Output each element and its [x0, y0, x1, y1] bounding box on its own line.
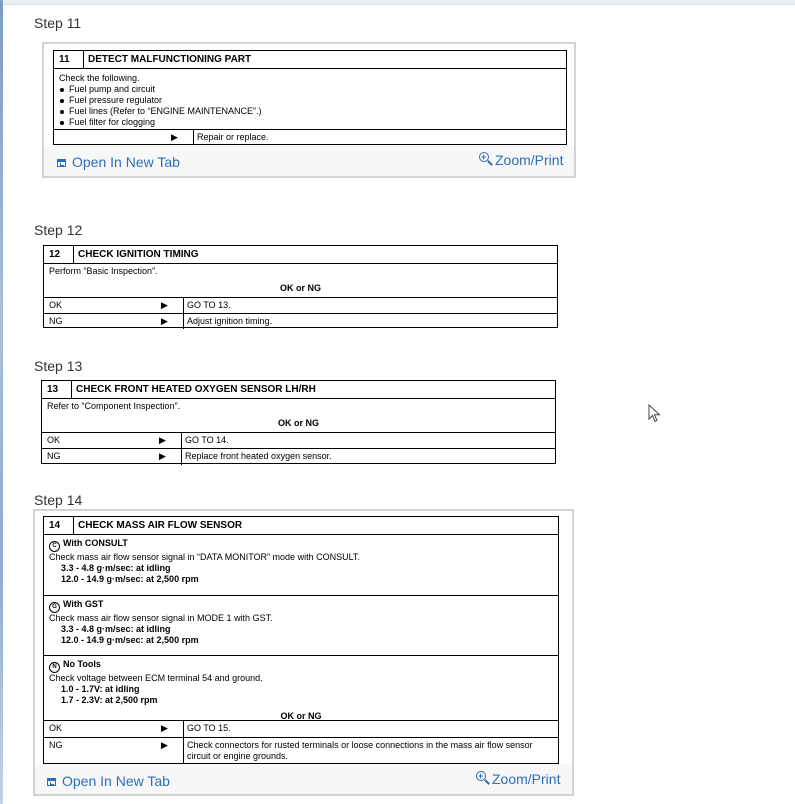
spec-line: 1.7 - 2.3V: at 2,500 rpm: [61, 695, 158, 705]
list-item: Fuel filter for clogging: [59, 117, 561, 128]
step-instructions: [44, 264, 557, 297]
consult-tool-icon: C: [49, 541, 60, 552]
gst-section: [44, 595, 558, 655]
step-11-label: Step 11: [34, 15, 82, 31]
step-title: CHECK IGNITION TIMING: [78, 249, 199, 260]
step-header: [54, 51, 566, 69]
ng-label: NG: [47, 451, 61, 461]
ok-or-ng-heading: OK or NG: [277, 418, 319, 428]
new-tab-icon: [57, 159, 66, 167]
arrow-right-icon: ▶: [161, 300, 168, 310]
list-item: Fuel lines (Refer to “ENGINE MAINTENANCE”.): [59, 106, 561, 117]
top-bar: [0, 0, 795, 5]
spec-line: 12.0 - 14.9 g·m/sec: at 2,500 rpm: [61, 574, 199, 584]
ng-label: NG: [49, 740, 63, 750]
open-new-tab-label: Open In New Tab: [72, 154, 180, 170]
gst-tool-icon: G: [49, 602, 60, 613]
step-title: CHECK FRONT HEATED OXYGEN SENSOR LH/RH: [76, 384, 316, 395]
ng-label: NG: [49, 316, 63, 326]
open-new-tab-label: Open In New Tab: [62, 773, 170, 789]
step-title: DETECT MALFUNCTIONING PART: [88, 54, 252, 65]
ng-action: Check connectors for rusted terminals or loose connections in the mass air flow sensor circuit or engine grounds.: [183, 738, 558, 764]
zoom-print-link[interactable]: [479, 152, 563, 168]
instruction-intro: Perform “Basic Inspection”.: [49, 266, 158, 276]
arrow-right-icon: ▶: [161, 740, 168, 750]
ok-row: [42, 432, 555, 448]
spec-line: 12.0 - 14.9 g·m/sec: at 2,500 rpm: [61, 635, 199, 645]
step-number: 12: [44, 246, 74, 263]
step-instructions: [42, 399, 555, 432]
step-11-document: [53, 50, 567, 145]
step-number: 13: [42, 381, 72, 398]
ok-or-ng-heading: OK or NG: [279, 283, 321, 293]
new-tab-icon: [47, 778, 56, 786]
ok-label: OK: [49, 300, 63, 310]
open-new-tab-link[interactable]: [57, 154, 180, 170]
step-instructions: [54, 69, 566, 129]
step-12-label: Step 12: [34, 222, 83, 238]
step-title: CHECK MASS AIR FLOW SENSOR: [78, 520, 243, 531]
arrow-right-icon: ▶: [161, 723, 168, 733]
ng-action: Replace front heated oxygen sensor.: [181, 449, 555, 465]
ng-row: [44, 737, 558, 764]
step-11-frame: [42, 42, 576, 178]
ok-row: [44, 720, 558, 737]
ok-or-ng-heading: OK or NG: [280, 711, 322, 721]
spec-line: 3.3 - 4.8 g·m/sec: at idling: [61, 563, 171, 573]
ok-action: GO TO 15.: [183, 721, 558, 737]
ok-action: GO TO 13.: [183, 298, 557, 313]
step-14-label: Step 14: [34, 492, 83, 508]
section-text: Check mass air flow sensor signal in MODE 1 with GST.: [49, 613, 273, 623]
zoom-icon: +: [479, 152, 493, 166]
result-action: Repair or replace.: [193, 130, 566, 145]
section-heading: With CONSULT: [63, 538, 128, 548]
ok-label: OK: [47, 435, 61, 445]
result-row: [54, 129, 566, 145]
zoom-print-label: Zoom/Print: [495, 152, 564, 168]
instruction-intro: Refer to “Component Inspection”.: [47, 401, 181, 411]
arrow-right-icon: ▶: [159, 451, 166, 461]
zoom-print-label: Zoom/Print: [492, 771, 561, 787]
step-header: [44, 246, 557, 264]
consult-section: [44, 535, 558, 595]
list-item: Fuel pump and circuit: [59, 84, 561, 95]
no-tools-section: [44, 655, 558, 720]
step-number: 14: [44, 517, 74, 534]
zoom-icon: +: [476, 771, 490, 785]
step-number: 11: [54, 51, 84, 68]
section-heading: No Tools: [63, 659, 101, 669]
step-12-document: [43, 245, 558, 328]
arrow-right-icon: ▶: [159, 435, 166, 445]
arrow-right-icon: ▶: [171, 132, 178, 142]
step-header: [44, 517, 558, 535]
no-tools-icon: N: [49, 662, 60, 673]
step-14-frame: [33, 509, 574, 796]
spec-line: 3.3 - 4.8 g·m/sec: at idling: [61, 624, 171, 634]
section-heading: With GST: [63, 599, 104, 609]
step-13-label: Step 13: [34, 358, 83, 374]
ok-action: GO TO 14.: [181, 433, 555, 448]
list-item: Fuel pressure regulator: [59, 95, 561, 106]
ok-row: [44, 297, 557, 313]
ng-row: [44, 313, 557, 329]
zoom-print-link[interactable]: [476, 771, 560, 787]
left-edge-decoration: [0, 0, 3, 804]
mouse-cursor-icon: [648, 404, 662, 424]
ng-row: [42, 448, 555, 465]
section-text: Check voltage between ECM terminal 54 and ground.: [49, 673, 263, 683]
open-new-tab-link[interactable]: [47, 773, 170, 789]
ng-action: Adjust ignition timing.: [183, 314, 557, 329]
step-13-document: [41, 380, 556, 464]
step-header: [42, 381, 555, 399]
step-14-document: [43, 516, 559, 764]
spec-line: 1.0 - 1.7V: at idling: [61, 684, 140, 694]
section-text: Check mass air flow sensor signal in “DATA MONITOR” mode with CONSULT.: [49, 552, 360, 562]
arrow-right-icon: ▶: [161, 316, 168, 326]
instruction-intro: Check the following.: [59, 73, 140, 83]
ok-label: OK: [49, 723, 63, 733]
